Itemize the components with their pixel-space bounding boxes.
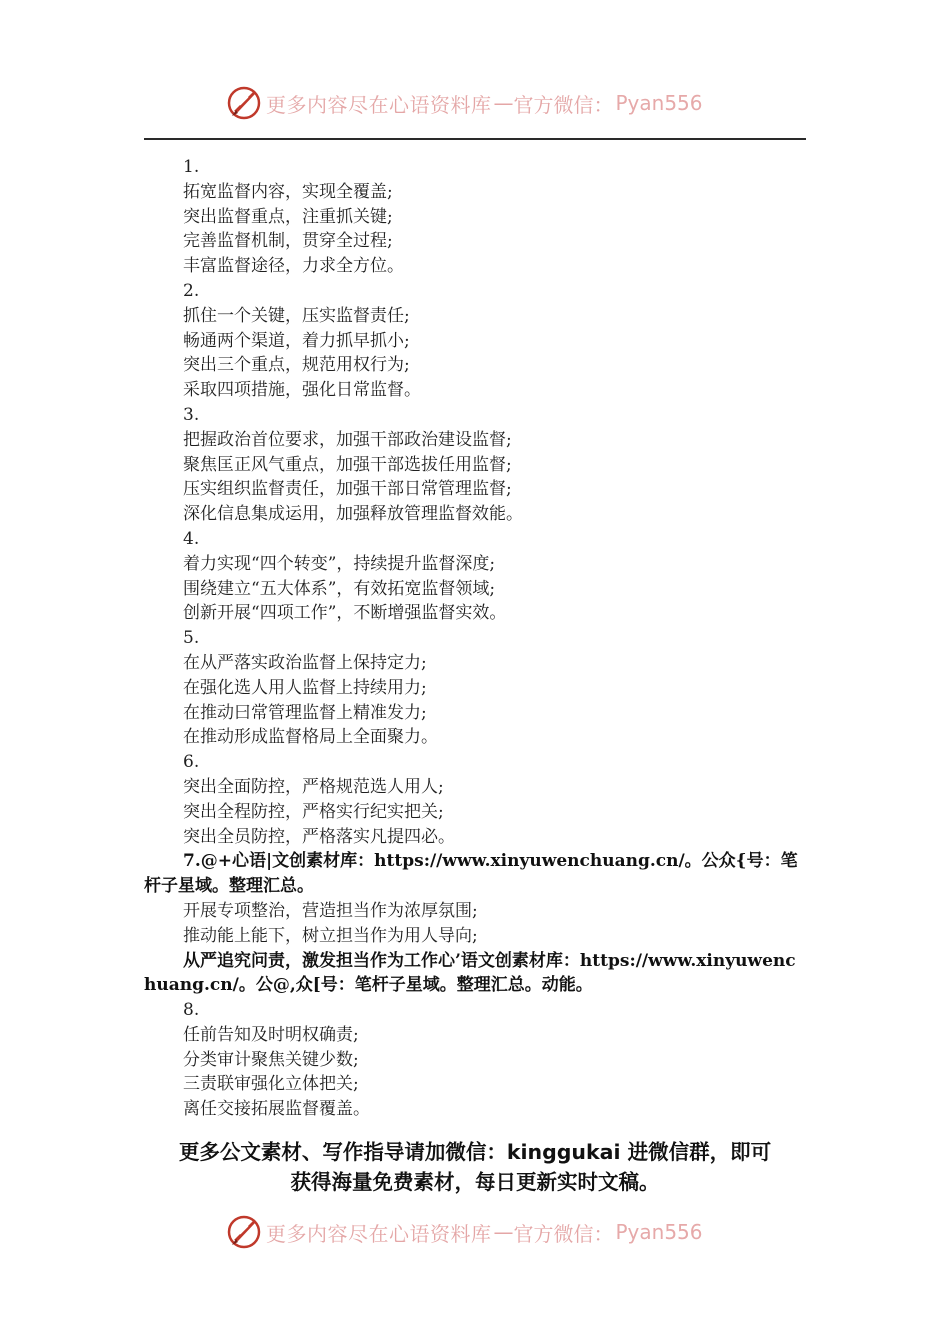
section-number: 3. (183, 404, 200, 425)
quill-logo-icon (226, 85, 262, 121)
section-line: 突出监督重点，注重抓关键; (183, 206, 393, 227)
footer-wechat-label: 官方微信： (513, 1221, 614, 1246)
section-number: 8. (183, 1000, 200, 1021)
section-line: 完善监督机制，贯穿全过程; (183, 231, 393, 252)
section-line: 聚焦匡正风气重点，加强干部选拔任用监督; (183, 454, 512, 475)
section-line: 围绕建立“五大体系”，有效拓宽监督领域; (183, 578, 496, 599)
section-line: 三责联审强化立体把关; (183, 1074, 359, 1095)
section-line: 离任交接拓展监督覆盖。 (183, 1099, 370, 1120)
document-body (144, 155, 806, 1122)
section-line: 创新开展“四项工作”，不断增强监督实效。 (183, 603, 507, 624)
section-line: 深化信息集成运用，加强释放管理监督效能。 (183, 504, 523, 525)
header-banner (226, 83, 746, 123)
section-number-watermarked: 7.@+心语|文创素材库：https://www.xinyuwenchuang.cn/。公众{号：笔杆子星域。整理汇总。 (144, 851, 798, 897)
section-line: 推动能上能下，树立担当作为用人导向; (183, 925, 478, 946)
section-line: 拓宽监督内容，实现全覆盖; (183, 181, 393, 202)
section-number: 5. (183, 628, 200, 649)
footer-site-text: 更多内容尽在心语资料库 (266, 1221, 492, 1246)
section-line: 着力实现“四个转变”，持续提升监督深度; (183, 553, 496, 574)
section-line: 突出三个重点，规范用权行为; (183, 355, 410, 376)
section-number: 2. (183, 280, 200, 301)
section-number: 6. (183, 752, 200, 773)
header-site-text: 更多内容尽在心语资料库 (266, 92, 492, 117)
section-line: 在从严落实政治监督上保持定力; (183, 652, 427, 673)
promo-line-1: 更多公文素材、写作指导请加微信：kinggukai 进微信群，即可 (178, 1140, 772, 1164)
section-line: 突出全员防控，严格落实凡提四必。 (183, 826, 455, 847)
header-divider (144, 138, 806, 140)
section-line: 丰富监督途径，力求全方位。 (183, 256, 404, 277)
footer-separator: — (493, 1220, 514, 1244)
section-number: 1. (183, 157, 200, 177)
header-wechat-label: 官方微信： (513, 92, 614, 117)
header-separator: — (493, 91, 514, 115)
section-line: 抓住一个关键，压实监督责任; (183, 305, 410, 326)
promo-callout (144, 1137, 806, 1197)
header-wechat-id: Pyan556 (615, 91, 703, 115)
section-line: 压实组织监督责任，加强干部日常管理监督; (183, 479, 512, 500)
footer-banner (226, 1212, 746, 1252)
section-line: 畅通两个渠道，着力抓早抓小; (183, 330, 410, 351)
section-line: 采取四项措施，强化日常监督。 (183, 380, 421, 401)
footer-wechat-id: Pyan556 (615, 1220, 703, 1244)
section-line: 开展专项整治，营造担当作为浓厚氛围; (183, 900, 478, 921)
section-line: 分类审计聚焦关键少数; (183, 1049, 359, 1070)
section-line: 任前告知及时明权确责; (183, 1024, 359, 1045)
section-line: 在强化选人用人监督上持续用力; (183, 677, 427, 698)
quill-logo-icon (226, 1214, 262, 1250)
section-line: 在推动曰常管理监督上精准发力; (183, 702, 427, 723)
section-line: 在推动形成监督格局上全面聚力。 (183, 727, 438, 748)
section-line-watermarked: 从严追究问责，激发担当作为工作心’语文创素材库：https://www.xinyuwenchuang.cn/。公@,众[号：笔杆子星域。整理汇总。动能。 (144, 950, 796, 996)
promo-line-2: 获得海量免费素材，每日更新实时文稿。 (290, 1170, 660, 1194)
section-line: 突出全程防控，严格实行纪实把关; (183, 801, 444, 822)
section-line: 突出全面防控，严格规范选人用人; (183, 776, 444, 797)
section-line: 把握政治首位要求，加强干部政治建设监督; (183, 429, 512, 450)
section-number: 4. (183, 528, 200, 549)
